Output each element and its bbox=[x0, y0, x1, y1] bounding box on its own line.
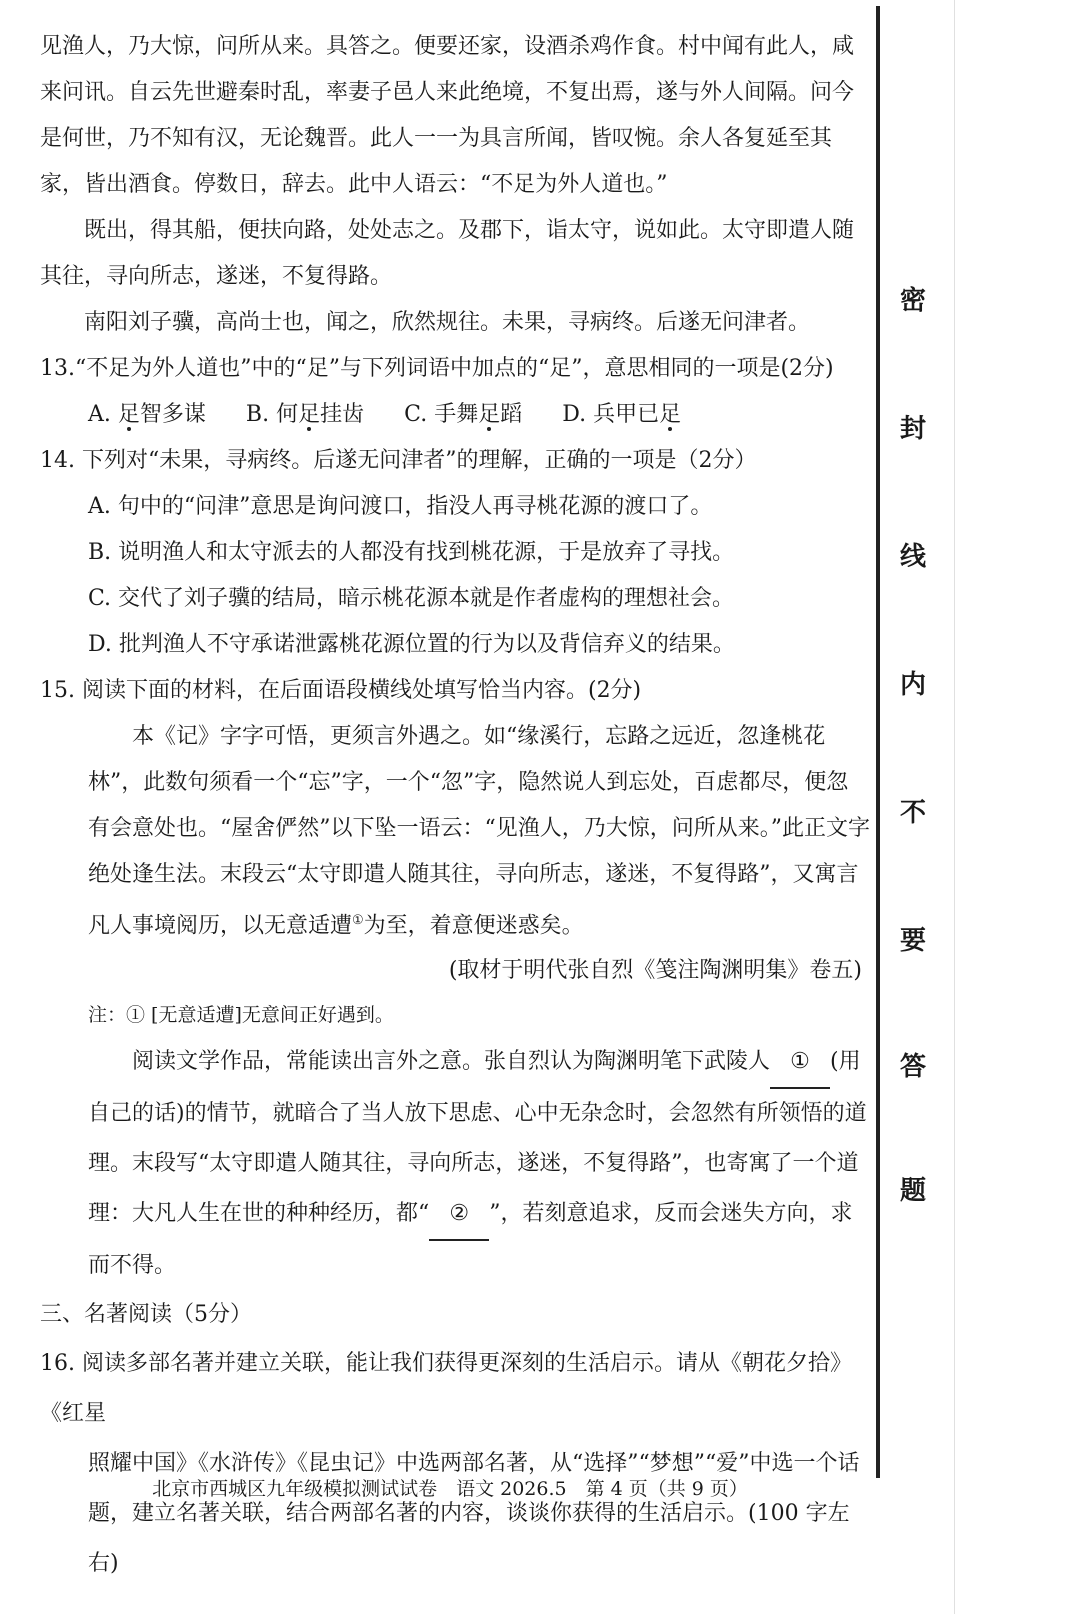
question-16-first-line: 16. 阅读多部名著并建立关联，能让我们获得更深刻的生活启示。请从《朝花夕拾》《红星 bbox=[40, 1351, 852, 1427]
passage-paragraph-2: 既出，得其船，便扶向路，处处志之。及郡下，诣太守，说如此。太守即遣人随其往，寻向所志，遂迷，不复得路。 bbox=[40, 218, 855, 289]
page-footer: 北京市西城区九年级模拟测试试卷 语文 2026.5 第 4 页（共 9 页） bbox=[152, 1478, 748, 1500]
binding-line bbox=[876, 6, 880, 1478]
q14-option-c: C. 交代了刘子骥的结局，暗示桃花源本就是作者虚构的理想社会。 bbox=[88, 586, 735, 611]
seal-char: 要 bbox=[899, 926, 926, 956]
q15-note: 注：① [无意适遭]无意间正好遇到。 bbox=[88, 1004, 394, 1027]
page-text bbox=[40, 24, 870, 1589]
seal-char: 答 bbox=[899, 1052, 926, 1082]
q15-material: 本《记》字字可悟，更须言外遇之。如“缘溪行，忘路之远近，忽逢桃花林”，此数句须看一个“忘”字，一个“忽”字，隐然说人到忘处，百虑都尽，便忽有会意处也。“屋舍俨然”以下坠一语云：“见渔人，乃大惊，问所从来。”此正文字绝处逢生法。末段云“太守即遣人随其往，寻向所志，遂迷，不复得路”，又寓言凡人事境阅历，以无意适遭①为至，着意便迷惑矣。 bbox=[88, 724, 870, 939]
page-edge bbox=[954, 0, 955, 1614]
question-14-stem: 14. 下列对“未果，寻病终。后遂无问津者”的理解，正确的一项是（2分） bbox=[40, 448, 757, 473]
section-3-heading: 三、名著阅读（5分） bbox=[40, 1302, 252, 1328]
seal-char: 题 bbox=[899, 1176, 926, 1206]
passage-paragraph-1: 见渔人，乃大惊，问所从来。具答之。便要还家，设酒杀鸡作食。村中闻有此人，咸来问讯。自云先世避秦时乱，率妻子邑人来此绝境，不复出焉，遂与外人间隔。问今是何世，乃不知有汉，无论魏晋。此人一一为具言所闻，皆叹惋。余人各复延至其家，皆出酒食。停数日，辞去。此中人语云：“不足为外人道也。” bbox=[40, 34, 855, 197]
q14-option-a: A. 句中的“问津”意思是询问渡口，指没人再寻桃花源的渡口了。 bbox=[88, 494, 713, 519]
seal-char: 内 bbox=[899, 670, 926, 700]
q15-source: (取材于明代张自烈《笺注陶渊明集》卷五) bbox=[448, 958, 862, 984]
passage-paragraph-3: 南阳刘子骥，高尚士也，闻之，欣然规往。未果，寻病终。后遂无问津者。 bbox=[84, 310, 811, 335]
question-13-stem: 13.“不足为外人道也”中的“足”与下列词语中加点的“足”，意思相同的一项是(2分) bbox=[40, 356, 834, 381]
q13-option-a: A. 足智多谋 bbox=[88, 402, 206, 427]
q14-option-d: D. 批判渔人不守承诺泄露桃花源位置的行为以及背信弃义的结果。 bbox=[88, 632, 735, 657]
q13-option-d: D. 兵甲已足 bbox=[562, 402, 682, 427]
q15-task: 阅读文学作品，常能读出言外之意。张自烈认为陶渊明笔下武陵人 ① (用自己的话)的情节，就暗合了当人放下思虑、心中无杂念时，会忽然有所领悟的道理。末段写“太守即遣人随其往，寻向所志，遂迷，不复得路”，也寄寓了一个道理：大凡人生在世的种种经历，都“ ② ”，若刻意追求，反而会迷失方向，求而不得。 bbox=[88, 1037, 870, 1291]
seal-char: 密 bbox=[899, 286, 926, 316]
question-13-options bbox=[88, 392, 870, 438]
q13-option-c: C. 手舞足蹈 bbox=[404, 402, 523, 427]
seal-char: 线 bbox=[899, 542, 926, 572]
seal-char: 封 bbox=[899, 414, 926, 444]
question-15-stem: 15. 阅读下面的材料，在后面语段横线处填写恰当内容。(2分) bbox=[40, 678, 642, 703]
question-16-continued: 照耀中国》《水浒传》《昆虫记》中选两部名著，从“选择”“梦想”“爱”中选一个话题，建立名著关联，结合两部名著的内容，谈谈你获得的生活启示。(100 字左右) bbox=[88, 1451, 860, 1577]
answer-blank-1[interactable]: ① bbox=[770, 1037, 830, 1089]
q13-option-b: B. 何足挂齿 bbox=[245, 402, 365, 427]
answer-blank-2[interactable]: ② bbox=[429, 1189, 489, 1241]
seal-char: 不 bbox=[899, 798, 926, 828]
q14-option-b: B. 说明渔人和太守派去的人都没有找到桃花源，于是放弃了寻找。 bbox=[88, 540, 735, 565]
